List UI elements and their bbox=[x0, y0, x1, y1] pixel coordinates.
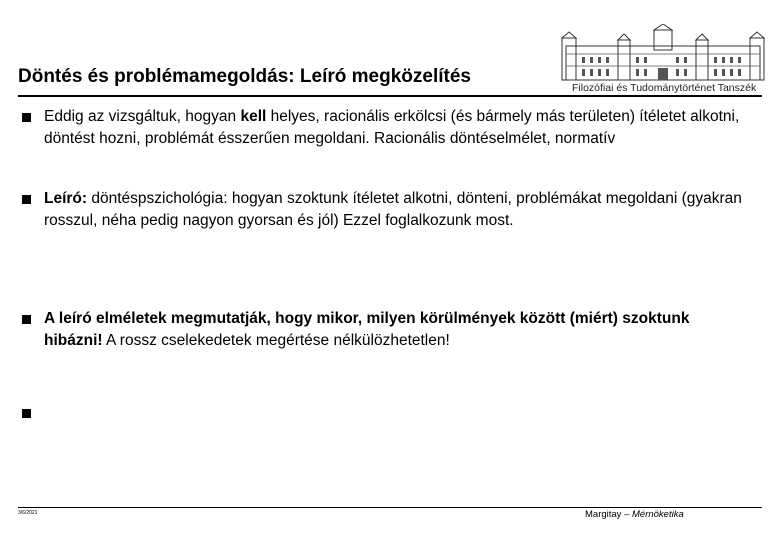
square-bullet-icon bbox=[22, 409, 31, 418]
footer-divider bbox=[18, 507, 762, 508]
square-bullet-icon bbox=[22, 113, 31, 122]
course-name: Mérnöketika bbox=[632, 509, 684, 520]
square-bullet-icon bbox=[22, 315, 31, 324]
footer-author: Margitay – Mérnöketika bbox=[585, 509, 684, 520]
department-caption: Filozófiai és Tudománytörténet Tanszék bbox=[572, 82, 757, 94]
bullet-text: Eddig az vizsgáltuk, hogyan kell helyes, racionális erkölcsi (és bármely más területen) ítéletet alkotni, döntést hozni, problémát ésszerűen megoldani. Racionális döntéselmélet, normatív bbox=[44, 108, 740, 147]
bullet-text: Leíró: döntéspszichológia: hogyan szoktunk ítéletet alkotni, dönteni, problémákat megoldani (gyakran rosszul, néha pedig nagyon gyorsan és jól) Ezzel foglalkozunk most. bbox=[44, 190, 742, 229]
title-divider bbox=[18, 95, 762, 97]
slide-title: Döntés és problémamegoldás: Leíró megközelítés bbox=[18, 66, 471, 87]
footer-date: 3/6/2021 bbox=[18, 510, 38, 516]
bullet-text: A leíró elméletek megmutatják, hogy mikor, milyen körülmények között (miért) szoktunk hibázni! A rossz cselekedetek megértése nélkülözhetetlen! bbox=[44, 310, 690, 349]
square-bullet-icon bbox=[22, 195, 31, 204]
